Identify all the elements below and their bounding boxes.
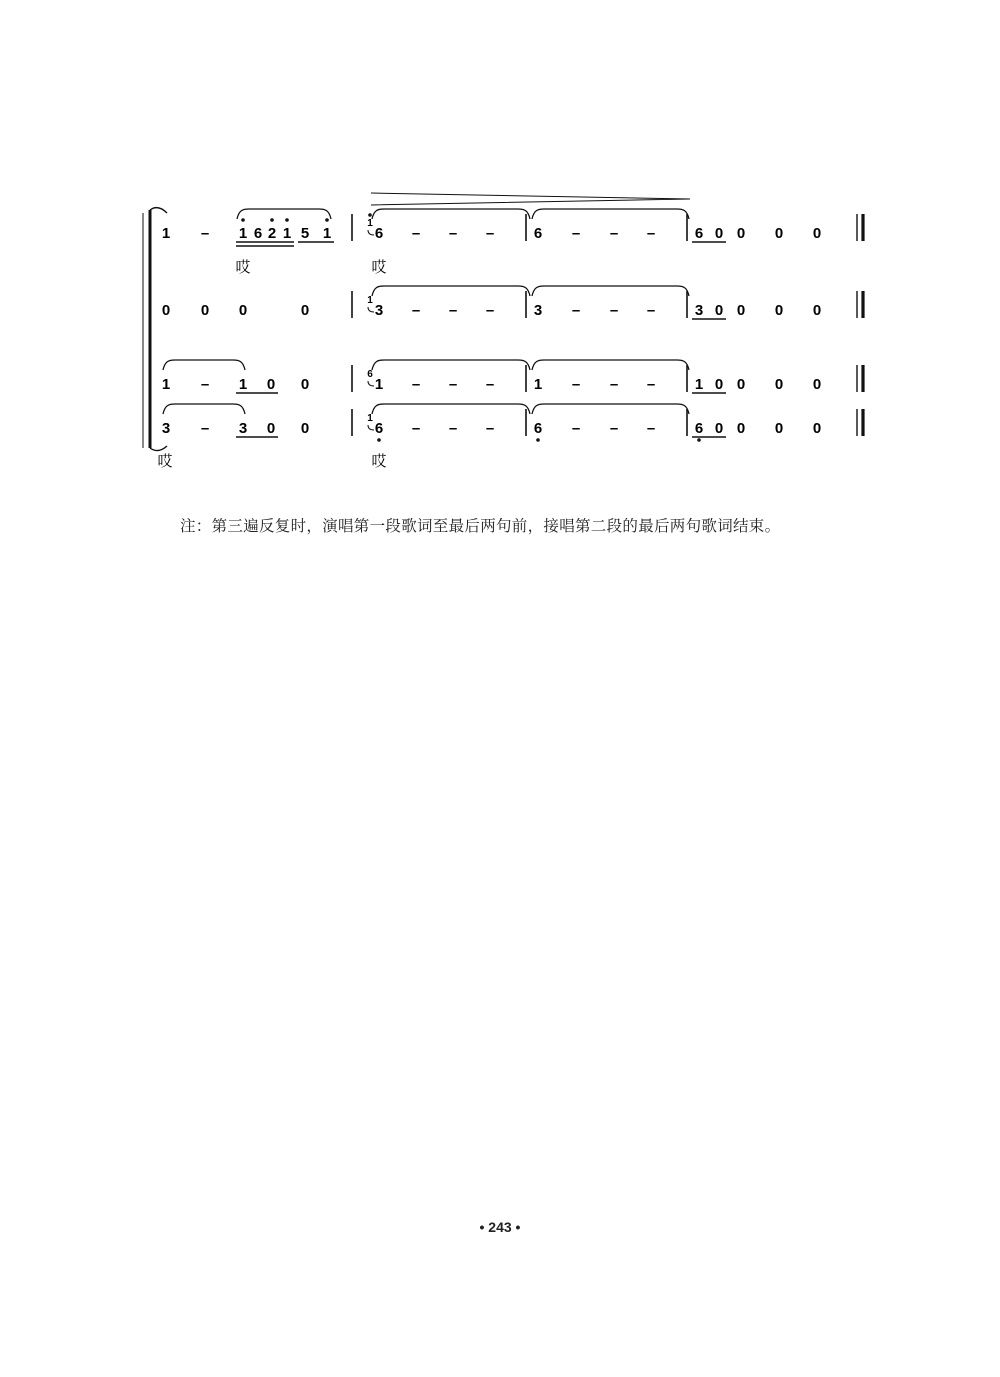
note-digit: 3	[161, 420, 171, 437]
grace-note: 1	[367, 295, 373, 306]
note-digit: 1	[161, 225, 171, 242]
numbered-musical-score	[0, 0, 1000, 500]
note-digit: 1	[238, 225, 248, 242]
note-digit: 6	[533, 225, 543, 242]
low-octave-dot	[697, 438, 701, 442]
rest-note: 0	[714, 420, 724, 437]
score-canvas	[0, 0, 1000, 500]
decrescendo-hairpin	[371, 193, 690, 205]
rest-note: 0	[714, 302, 724, 319]
extension-dash: –	[646, 376, 656, 393]
rest-note: 0	[300, 420, 310, 437]
high-octave-dot	[285, 218, 289, 222]
extension-dash: –	[609, 376, 619, 393]
grace-slur	[368, 230, 374, 235]
lyric-syllable: 哎	[371, 258, 387, 276]
note-digit: 1	[282, 225, 292, 242]
note-digit: 6	[533, 420, 543, 437]
extension-dash: –	[646, 302, 656, 319]
extension-dash: –	[200, 225, 210, 242]
note-digit: 6	[374, 420, 384, 437]
extension-dash: –	[485, 376, 495, 393]
tie	[532, 404, 689, 414]
note-digit: 1	[238, 376, 248, 393]
tie	[372, 360, 530, 370]
extension-dash: –	[571, 376, 581, 393]
rest-note: 0	[266, 420, 276, 437]
tie	[532, 286, 689, 296]
performance-note: 注：第三遍反复时，演唱第一段歌词至最后两句前，接唱第二段的最后两句歌词结束。	[180, 517, 781, 535]
rest-note: 0	[812, 376, 822, 393]
extension-dash: –	[411, 376, 421, 393]
note-digit: 3	[374, 302, 384, 319]
grace-slur	[368, 307, 374, 312]
extension-dash: –	[646, 225, 656, 242]
lyric-syllable: 哎	[157, 452, 173, 470]
extension-dash: –	[609, 302, 619, 319]
lyric-syllable: 哎	[235, 258, 251, 276]
extension-dash: –	[485, 420, 495, 437]
slur	[237, 209, 331, 219]
extension-dash: –	[411, 420, 421, 437]
rest-note: 0	[812, 420, 822, 437]
system-bracket-top-hook	[150, 208, 167, 213]
tie	[532, 209, 689, 219]
high-octave-dot	[325, 218, 329, 222]
lyric-syllable: 哎	[371, 452, 387, 470]
note-digit: 1	[322, 225, 332, 242]
rest-note: 0	[300, 376, 310, 393]
grace-note: 1	[367, 218, 373, 229]
rest-note: 0	[812, 302, 822, 319]
note-digit: 6	[253, 225, 263, 242]
extension-dash: –	[609, 225, 619, 242]
rest-note: 0	[774, 225, 784, 242]
extension-dash: –	[485, 225, 495, 242]
rest-note: 0	[736, 225, 746, 242]
extension-dash: –	[571, 225, 581, 242]
grace-octave-dot	[368, 213, 372, 217]
note-digit: 2	[267, 225, 277, 242]
tie	[372, 286, 530, 296]
rest-note: 0	[714, 225, 724, 242]
grace-note: 1	[367, 413, 373, 424]
note-digit: 1	[161, 376, 171, 393]
extension-dash: –	[411, 302, 421, 319]
grace-slur	[368, 381, 374, 386]
tie	[532, 360, 689, 370]
note-digit: 1	[694, 376, 704, 393]
extension-dash: –	[411, 225, 421, 242]
extension-dash: –	[448, 302, 458, 319]
extension-dash: –	[609, 420, 619, 437]
rest-note: 0	[736, 376, 746, 393]
extension-dash: –	[646, 420, 656, 437]
note-digit: 3	[533, 302, 543, 319]
rest-note: 0	[714, 376, 724, 393]
low-octave-dot	[377, 438, 381, 442]
note-digit: 6	[374, 225, 384, 242]
extension-dash: –	[448, 420, 458, 437]
extension-dash: –	[448, 376, 458, 393]
tie	[163, 360, 245, 370]
extension-dash: –	[485, 302, 495, 319]
rest-note: 0	[200, 302, 210, 319]
rest-note: 0	[774, 376, 784, 393]
high-octave-dot	[241, 218, 245, 222]
rest-note: 0	[736, 420, 746, 437]
note-digit: 6	[694, 420, 704, 437]
rest-note: 0	[161, 302, 171, 319]
note-digit: 6	[694, 225, 704, 242]
note-digit: 3	[238, 420, 248, 437]
extension-dash: –	[448, 225, 458, 242]
extension-dash: –	[571, 302, 581, 319]
tie	[372, 404, 530, 414]
system-bracket-bottom-hook	[150, 446, 167, 451]
note-digit: 1	[374, 376, 384, 393]
extension-dash: –	[200, 420, 210, 437]
rest-note: 0	[812, 225, 822, 242]
rest-note: 0	[238, 302, 248, 319]
page-number: • 243 •	[479, 1219, 521, 1235]
grace-slur	[368, 425, 374, 430]
grace-note: 6	[367, 369, 373, 380]
tie	[163, 404, 245, 414]
note-digit: 3	[694, 302, 704, 319]
rest-note: 0	[736, 302, 746, 319]
rest-note: 0	[266, 376, 276, 393]
tie	[372, 209, 530, 219]
high-octave-dot	[270, 218, 274, 222]
note-digit: 1	[533, 376, 543, 393]
extension-dash: –	[571, 420, 581, 437]
rest-note: 0	[774, 420, 784, 437]
extension-dash: –	[200, 376, 210, 393]
rest-note: 0	[300, 302, 310, 319]
note-digit: 5	[300, 225, 310, 242]
low-octave-dot	[536, 438, 540, 442]
rest-note: 0	[774, 302, 784, 319]
